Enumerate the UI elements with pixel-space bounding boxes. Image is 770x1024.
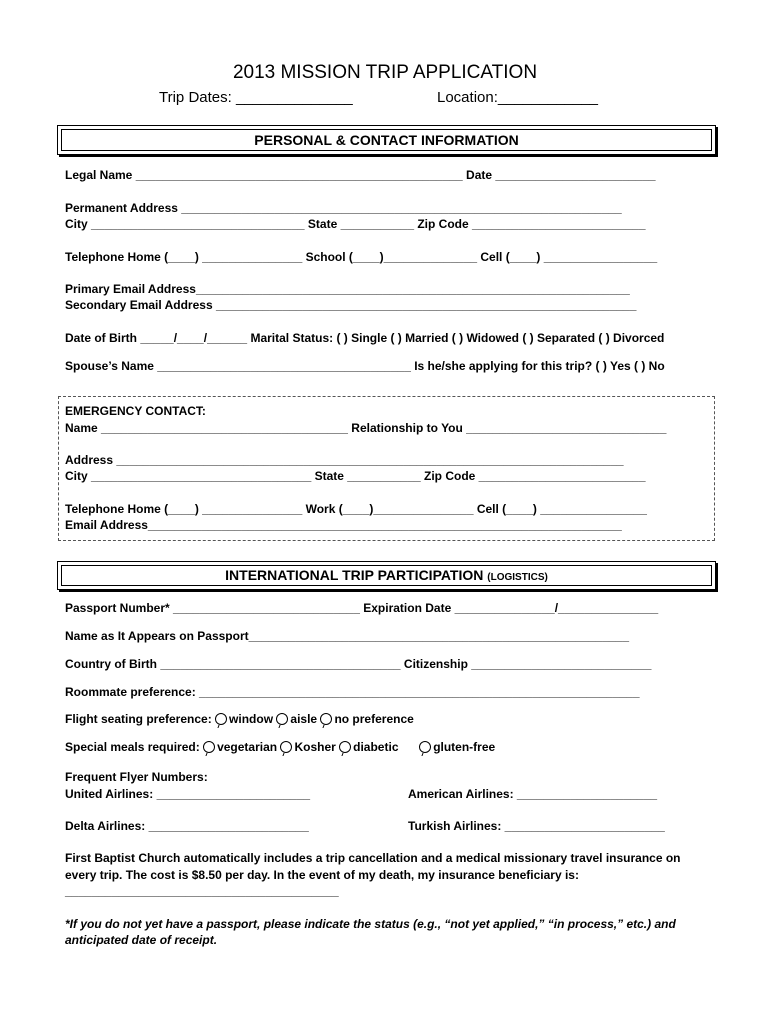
radio-window-icon[interactable]	[215, 713, 227, 725]
country-citizenship-field[interactable]: Country of Birth ____________________________________ Citizenship ___________________________	[65, 657, 652, 671]
trip-dates-field[interactable]: Trip Dates: ______________	[159, 89, 353, 106]
option-kosher: Kosher	[294, 740, 336, 754]
option-no-preference: no preference	[334, 712, 414, 726]
flight-seating-row	[65, 712, 414, 726]
international-heading-text: INTERNATIONAL TRIP PARTICIPATION	[225, 567, 484, 583]
radio-gluten-free-icon[interactable]	[419, 741, 431, 753]
location-field[interactable]: Location:____________	[437, 89, 598, 106]
passport-name-field[interactable]: Name as It Appears on Passport_________________________________________________________	[65, 629, 630, 643]
passport-number-field[interactable]: Passport Number* ____________________________ Expiration Date _______________/_______________	[65, 601, 659, 615]
insurance-text-line-2: every trip. The cost is $8.50 per day. In the event of my death, my insurance beneficiary is:	[65, 868, 579, 882]
city-state-zip-field[interactable]: City ________________________________ State ___________ Zip Code __________________________	[65, 217, 646, 231]
emergency-name-field[interactable]: Name _____________________________________ Relationship to You ______________________________	[65, 421, 667, 435]
option-diabetic: diabetic	[353, 740, 399, 754]
dob-marital-field[interactable]: Date of Birth _____/____/______ Marital Status: ( ) Single ( ) Married ( ) Widowed ( ) Separated ( ) Divorced	[65, 331, 665, 345]
turkish-airlines-field[interactable]: Turkish Airlines: ________________________	[408, 819, 665, 833]
radio-aisle-icon[interactable]	[276, 713, 288, 725]
radio-kosher-icon[interactable]	[280, 741, 292, 753]
passport-note-line-2: anticipated date of receipt.	[65, 933, 218, 947]
secondary-email-field[interactable]: Secondary Email Address _______________________________________________________________	[65, 298, 637, 312]
roommate-field[interactable]: Roommate preference: __________________________________________________________________	[65, 685, 640, 699]
page-title: 2013 MISSION TRIP APPLICATION	[232, 62, 538, 83]
option-window: window	[229, 712, 274, 726]
insurance-text-line-1: First Baptist Church automatically includes a trip cancellation and a medical missionary travel insurance on	[65, 851, 681, 865]
delta-airlines-field[interactable]: Delta Airlines: ________________________	[65, 819, 309, 833]
spouse-field[interactable]: Spouse’s Name ______________________________________ Is he/she applying for this trip? ( ) Yes ( ) No	[65, 359, 665, 373]
personal-section-heading	[57, 125, 716, 155]
emergency-heading: EMERGENCY CONTACT:	[65, 404, 206, 418]
option-aisle: aisle	[290, 712, 318, 726]
telephone-field[interactable]: Telephone Home (____) _______________ School (____)______________ Cell (____) _________________	[65, 250, 658, 264]
united-airlines-field[interactable]: United Airlines: _______________________	[65, 787, 311, 801]
international-section-heading	[57, 561, 716, 590]
option-gluten-free: gluten-free	[433, 740, 496, 754]
emergency-city-field[interactable]: City _________________________________ State ___________ Zip Code _________________________	[65, 469, 646, 483]
permanent-address-field[interactable]: Permanent Address __________________________________________________________________	[65, 201, 622, 215]
emergency-email-field[interactable]: Email Address_______________________________________________________________________	[65, 518, 622, 532]
emergency-address-field[interactable]: Address ____________________________________________________________________________	[65, 453, 624, 467]
legal-name-field[interactable]: Legal Name _________________________________________________ Date ________________________	[65, 168, 656, 182]
radio-vegetarian-icon[interactable]	[203, 741, 215, 753]
personal-heading-text: PERSONAL & CONTACT INFORMATION	[254, 132, 519, 148]
beneficiary-field[interactable]: _________________________________________	[65, 884, 339, 898]
special-meals-label: Special meals required:	[65, 740, 200, 754]
passport-note-line-1: *If you do not yet have a passport, please indicate the status (e.g., “not yet applied,” “in process,” etc.) and	[65, 917, 676, 931]
logistics-label: (LOGISTICS)	[487, 572, 548, 583]
special-meals-row	[65, 740, 495, 754]
american-airlines-field[interactable]: American Airlines: _____________________	[408, 787, 658, 801]
frequent-flyer-label: Frequent Flyer Numbers:	[65, 770, 208, 784]
primary-email-field[interactable]: Primary Email Address_________________________________________________________________	[65, 282, 630, 296]
radio-no-preference-icon[interactable]	[320, 713, 332, 725]
radio-diabetic-icon[interactable]	[339, 741, 351, 753]
emergency-telephone-field[interactable]: Telephone Home (____) _______________ Work (____)_______________ Cell (____) ________________	[65, 502, 647, 516]
option-vegetarian: vegetarian	[217, 740, 278, 754]
flight-seating-label: Flight seating preference:	[65, 712, 212, 726]
